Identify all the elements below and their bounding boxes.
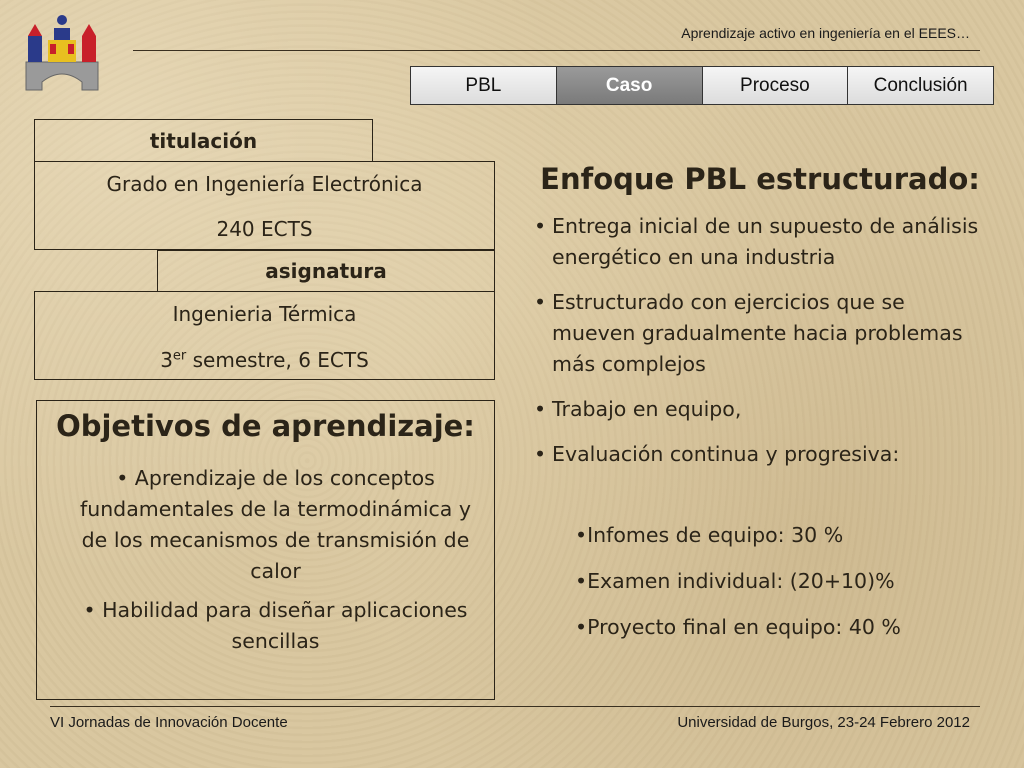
enfoque-title: Enfoque PBL estructurado: (540, 162, 980, 196)
asignatura-box (34, 291, 495, 380)
footer-event: VI Jornadas de Innovación Docente (50, 714, 288, 731)
titulacion-heading: titulación (34, 119, 373, 162)
list-item: • Examen individual: (20+10)% (575, 566, 995, 597)
list-item: • Aprendizaje de los conceptos fundamentales de la termodinámica y de los mecanismos de transmisión de calor (79, 466, 471, 583)
asignatura-heading: asignatura (157, 250, 495, 292)
asignatura-name: Ingenieria Térmica (172, 302, 357, 326)
list-item: • Habilidad para diseñar aplicaciones sencillas (83, 598, 468, 653)
footer-venue-date: Universidad de Burgos, 23-24 Febrero 2012 (677, 714, 970, 731)
list-item: • Infomes de equipo: 30 % (575, 520, 995, 551)
objetivos-list (77, 463, 474, 665)
tab-conclusion[interactable]: Conclusión (848, 67, 993, 104)
list-item: • Estructurado con ejercicios que se mueven gradualmente hacia problemas más complejos (530, 287, 990, 380)
footer-divider (50, 706, 980, 707)
list-item: • Evaluación continua y progresiva: (530, 439, 990, 470)
asignatura-semester: 3er semestre, 6 ECTS (160, 348, 369, 372)
presentation-title: Aprendizaje activo en ingeniería en el EEES… (681, 25, 970, 41)
titulacion-box (34, 161, 495, 250)
list-item: • Proyecto final en equipo: 40 % (575, 612, 995, 643)
titulacion-degree: Grado en Ingeniería Electrónica (106, 172, 423, 196)
section-tabs (410, 66, 994, 105)
objetivos-title: Objetivos de aprendizaje: (56, 409, 475, 443)
evaluacion-sublist (575, 520, 995, 658)
list-item: • Entrega inicial de un supuesto de análisis energético en una industria (530, 211, 990, 273)
objetivos-box (36, 400, 495, 700)
titulacion-credits: 240 ECTS (216, 217, 313, 241)
tab-proceso[interactable]: Proceso (703, 67, 849, 104)
tab-pbl[interactable]: PBL (411, 67, 557, 104)
tab-caso[interactable]: Caso (557, 67, 703, 104)
university-logo-icon (22, 10, 102, 94)
header-divider (133, 50, 980, 51)
enfoque-list (530, 211, 990, 484)
list-item: • Trabajo en equipo, (530, 394, 990, 425)
